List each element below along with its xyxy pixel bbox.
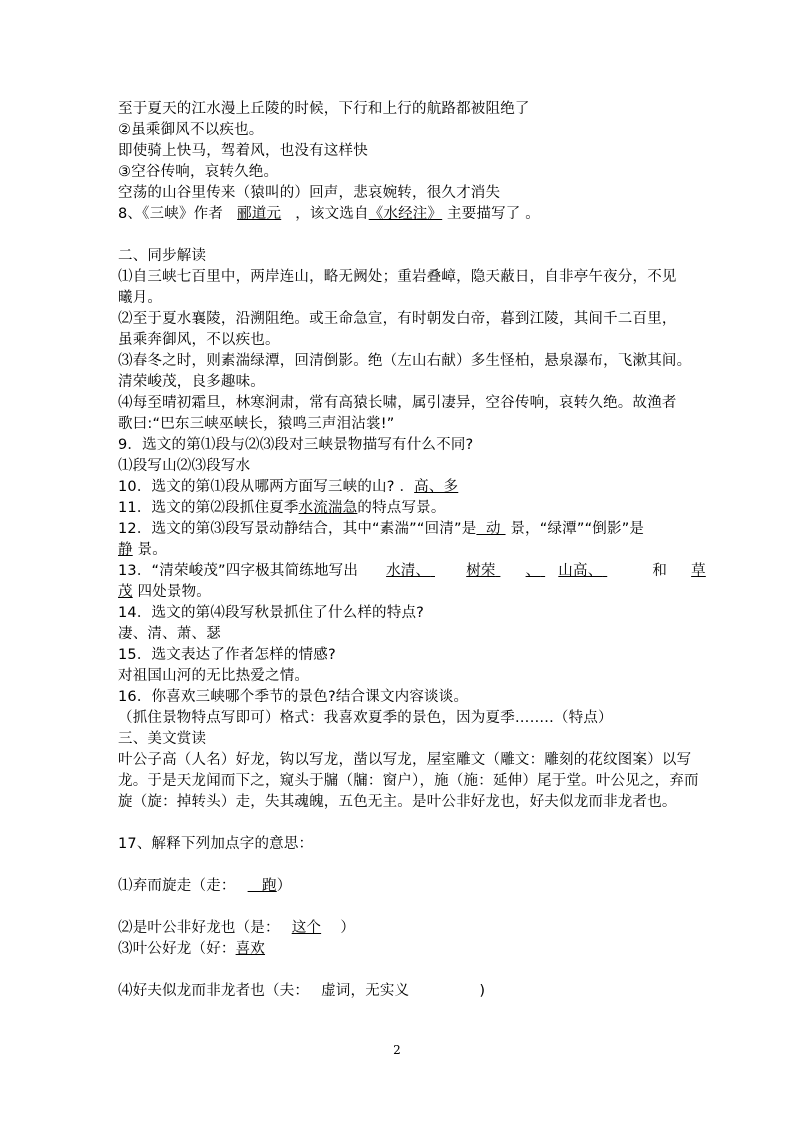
q13-answer-4b: 茂 bbox=[118, 584, 133, 600]
q13-sep: 、 bbox=[525, 563, 541, 579]
q13-answer-1: 水清、 bbox=[386, 563, 431, 579]
answer-14: 凄、清、萧、瑟 bbox=[118, 626, 221, 642]
question-10 bbox=[118, 477, 458, 497]
text-line: ⑵至于夏水襄陵，沿溯阻绝。或王命急宣，有时朝发白帝，暮到江陵，其间千二百里， bbox=[118, 311, 677, 327]
text-line: 至于夏天的江水漫上丘陵的时候，下行和上行的航路都被阻绝了 bbox=[118, 101, 530, 117]
q12-answer: 动 bbox=[476, 521, 506, 537]
q17-1-answer: 跑 bbox=[247, 878, 277, 894]
question-13-cont bbox=[118, 582, 211, 602]
q12-answer-2: 静 bbox=[118, 542, 133, 558]
question-13 bbox=[118, 561, 706, 581]
q17-2-text: ⑵是叶公非好龙也（是： bbox=[118, 920, 280, 936]
text-line: 空荡的山谷里传来（猿叫的）回声，悲哀婉转，很久才消失 bbox=[118, 185, 501, 201]
q17-4-answer: 虚词，无实义 bbox=[321, 983, 410, 999]
question-17-2 bbox=[118, 918, 355, 938]
answer-9: ⑴段写山⑵⑶段写水 bbox=[118, 458, 251, 474]
q12-suffix: 景。 bbox=[132, 542, 167, 558]
text-line: 歌曰:“巴东三峡巫峡长，猿鸣三声泪沾裳!” bbox=[118, 416, 395, 432]
text-line: ⑷每至晴初霜旦，林寒涧肃，常有高猿长啸，属引凄异，空谷传响，哀转久绝。故渔者 bbox=[118, 395, 677, 411]
q11-text: 11．选文的第⑵段抓住夏季 bbox=[118, 500, 299, 516]
text-line: ⑶春冬之时，则素湍绿潭，回清倒影。绝（左山右献）多生怪柏，悬泉瀑布，飞漱其间。 bbox=[118, 353, 692, 369]
text-line: ②虽乘御风不以疾也。 bbox=[118, 122, 264, 138]
q8-suffix: 主要描写了 。 bbox=[442, 206, 541, 222]
q17-3-text: ⑶叶公好龙（好： bbox=[118, 941, 236, 957]
question-12-cont bbox=[118, 540, 167, 560]
question-14: 14．选文的第⑷段写秋景抓住了什么样的特点? bbox=[118, 605, 425, 621]
section-heading: 二、同步解读 bbox=[118, 248, 207, 264]
q8-prefix: 8、《三峡》作者 bbox=[118, 206, 224, 222]
q17-3-answer: 喜欢 bbox=[235, 941, 266, 957]
q13-answer-4a: 草 bbox=[691, 563, 706, 579]
text-line: ⑴自三峡七百里中，两岸连山，略无阙处；重岩叠嶂，隐天蔽日，自非亭午夜分，不见 bbox=[118, 269, 677, 285]
text-line: 叶公子高（人名）好龙，钩以写龙，凿以写龙，屋室雕文（雕文：雕刻的花纹图案）以写 bbox=[118, 752, 692, 768]
q17-2-suffix: ） bbox=[321, 920, 356, 936]
question-9: 9．选文的第⑴段与⑵⑶段对三峡景物描写有什么不同? bbox=[118, 437, 474, 453]
q8-mid: ，该文选自 bbox=[295, 206, 369, 222]
question-12 bbox=[118, 519, 644, 539]
q10-text: 10．选文的第⑴段从哪两方面写三峡的山? ． bbox=[118, 479, 415, 495]
text-line: ③空谷传响，哀转久绝。 bbox=[118, 164, 279, 180]
q17-4-suffix: ) bbox=[479, 983, 486, 999]
q8-author: 郦道元 bbox=[237, 206, 282, 222]
page-number: 2 bbox=[393, 1043, 401, 1057]
question-15: 15．选文表达了作者怎样的情感? bbox=[118, 647, 336, 663]
answer-16: （抓住景物特点写即可）格式：我喜欢夏季的景色，因为夏季……..（特点） bbox=[118, 710, 613, 726]
q8-source: 《水经注》 bbox=[368, 206, 443, 222]
text-line: 清荣峻茂，良多趣味。 bbox=[118, 374, 265, 390]
question-17-4 bbox=[118, 981, 485, 1001]
question-16: 16．你喜欢三峡哪个季节的景色?结合课文内容谈谈。 bbox=[118, 689, 469, 705]
section-heading: 三、美文赏读 bbox=[118, 731, 207, 747]
q11-answer: 水流湍急 bbox=[298, 500, 358, 516]
question-8 bbox=[118, 204, 540, 224]
q12-text: 12．选文的第⑶段写景动静结合，其中“素湍”“回清”是 bbox=[118, 521, 477, 537]
question-17: 17、解释下列加点字的意思： bbox=[118, 836, 314, 852]
q10-answer: 高、多 bbox=[414, 479, 459, 495]
text-line: 虽乘奔御风，不以疾也。 bbox=[118, 332, 280, 348]
question-17-3 bbox=[118, 939, 265, 959]
q17-2-answer: 这个 bbox=[291, 920, 322, 936]
text-line: 旋（旋：掉转头）走，失其魂魄，五色无主。是叶公非好龙也，好夫似龙而非龙者也。 bbox=[118, 794, 677, 810]
answer-15: 对祖国山河的无比热爱之情。 bbox=[118, 668, 310, 684]
q13-and: 和 bbox=[652, 563, 668, 579]
q13-answer-2: 树荣 bbox=[466, 563, 496, 579]
q13-suffix: 四处景物。 bbox=[132, 584, 212, 600]
text-line: 曦月。 bbox=[118, 290, 163, 306]
q13-answer-3: 山高、 bbox=[558, 563, 603, 579]
q17-4-text: ⑷好夫似龙而非龙者也（夫： bbox=[118, 983, 310, 999]
text-line: 龙。于是天龙闻而下之，窥头于牖（牖：窗户），施（施：延伸）尾于堂。叶公见之，弃而 bbox=[118, 773, 699, 789]
q17-1-suffix: ） bbox=[276, 878, 292, 894]
q13-text: 13．“清荣峻茂”四字极其简练地写出 bbox=[118, 563, 359, 579]
q12-mid: 景，“绿潭”“倒影”是 bbox=[505, 521, 645, 537]
q11-suffix: 的特点写景。 bbox=[357, 500, 446, 516]
question-11 bbox=[118, 498, 446, 518]
question-17-1 bbox=[118, 876, 291, 896]
q17-1-text: ⑴弃而旋走（走： bbox=[118, 878, 236, 894]
text-line: 即使骑上快马，驾着风，也没有这样快 bbox=[118, 143, 368, 159]
